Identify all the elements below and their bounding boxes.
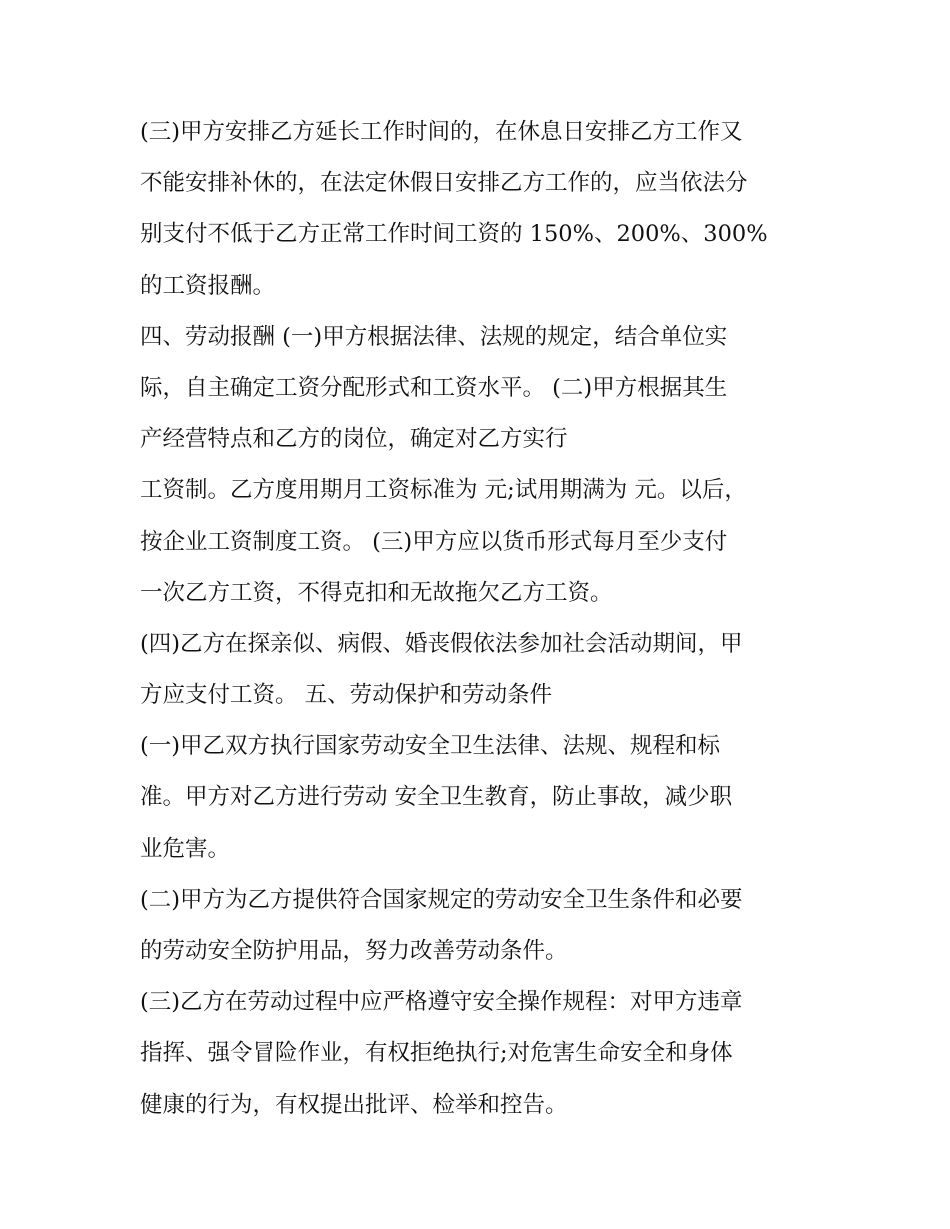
text-line: 工资制。乙方度用期月工资标准为 元;试用期满为 元。以后， <box>140 477 747 504</box>
text-line: 际，自主确定工资分配形式和工资水平。 (二)甲方根据其生 <box>140 374 728 401</box>
text-line: 四、劳动报酬 (一)甲方根据法律、法规的规定，结合单位实 <box>140 323 728 350</box>
text-line: (三)甲方安排乙方延长工作时间的，在休息日安排乙方工作又 <box>140 119 743 145</box>
text-line: 指挥、强令冒险作业，有权拒绝执行;对危害生命安全和身体 <box>140 1040 733 1067</box>
text-line: 健康的行为，有权提出批评、检举和控告。 <box>140 1091 568 1118</box>
text-line: (二)甲方为乙方提供符合国家规定的劳动安全卫生条件和必要 <box>140 886 743 913</box>
text-line: 别支付不低于乙方正常工作时间工资的 150%、200%、300% <box>140 221 768 248</box>
text-line: (一)甲乙双方执行国家劳动安全卫生法律、法规、规程和标 <box>140 733 721 760</box>
text-line: 的工资报酬。 <box>140 272 276 299</box>
contract-text-body <box>140 107 830 1131</box>
text-line: 不能安排补休的，在法定休假日安排乙方工作的，应当依法分 <box>140 170 748 197</box>
text-line: 产经营特点和乙方的岗位，确定对乙方实行 <box>140 426 568 453</box>
text-line: 业危害。 <box>140 835 231 862</box>
text-line: 按企业工资制度工资。 (三)甲方应以货币形式每月至少支付 <box>140 528 728 555</box>
text-line: 准。甲方对乙方进行劳动 安全卫生教育，防止事故，减少职 <box>140 784 733 811</box>
text-line: 一次乙方工资，不得克扣和无故拖欠乙方工资。 <box>140 579 613 606</box>
text-line: (三)乙方在劳动过程中应严格遵守安全操作规程：对甲方违章 <box>140 989 743 1016</box>
text-line: 的劳动安全防护用品，努力改善劳动条件。 <box>140 938 568 964</box>
text-line: 方应支付工资。 五、劳动保护和劳动条件 <box>140 682 553 709</box>
text-line: (四)乙方在探亲似、病假、婚丧假依法参加社会活动期间，甲 <box>140 630 743 657</box>
